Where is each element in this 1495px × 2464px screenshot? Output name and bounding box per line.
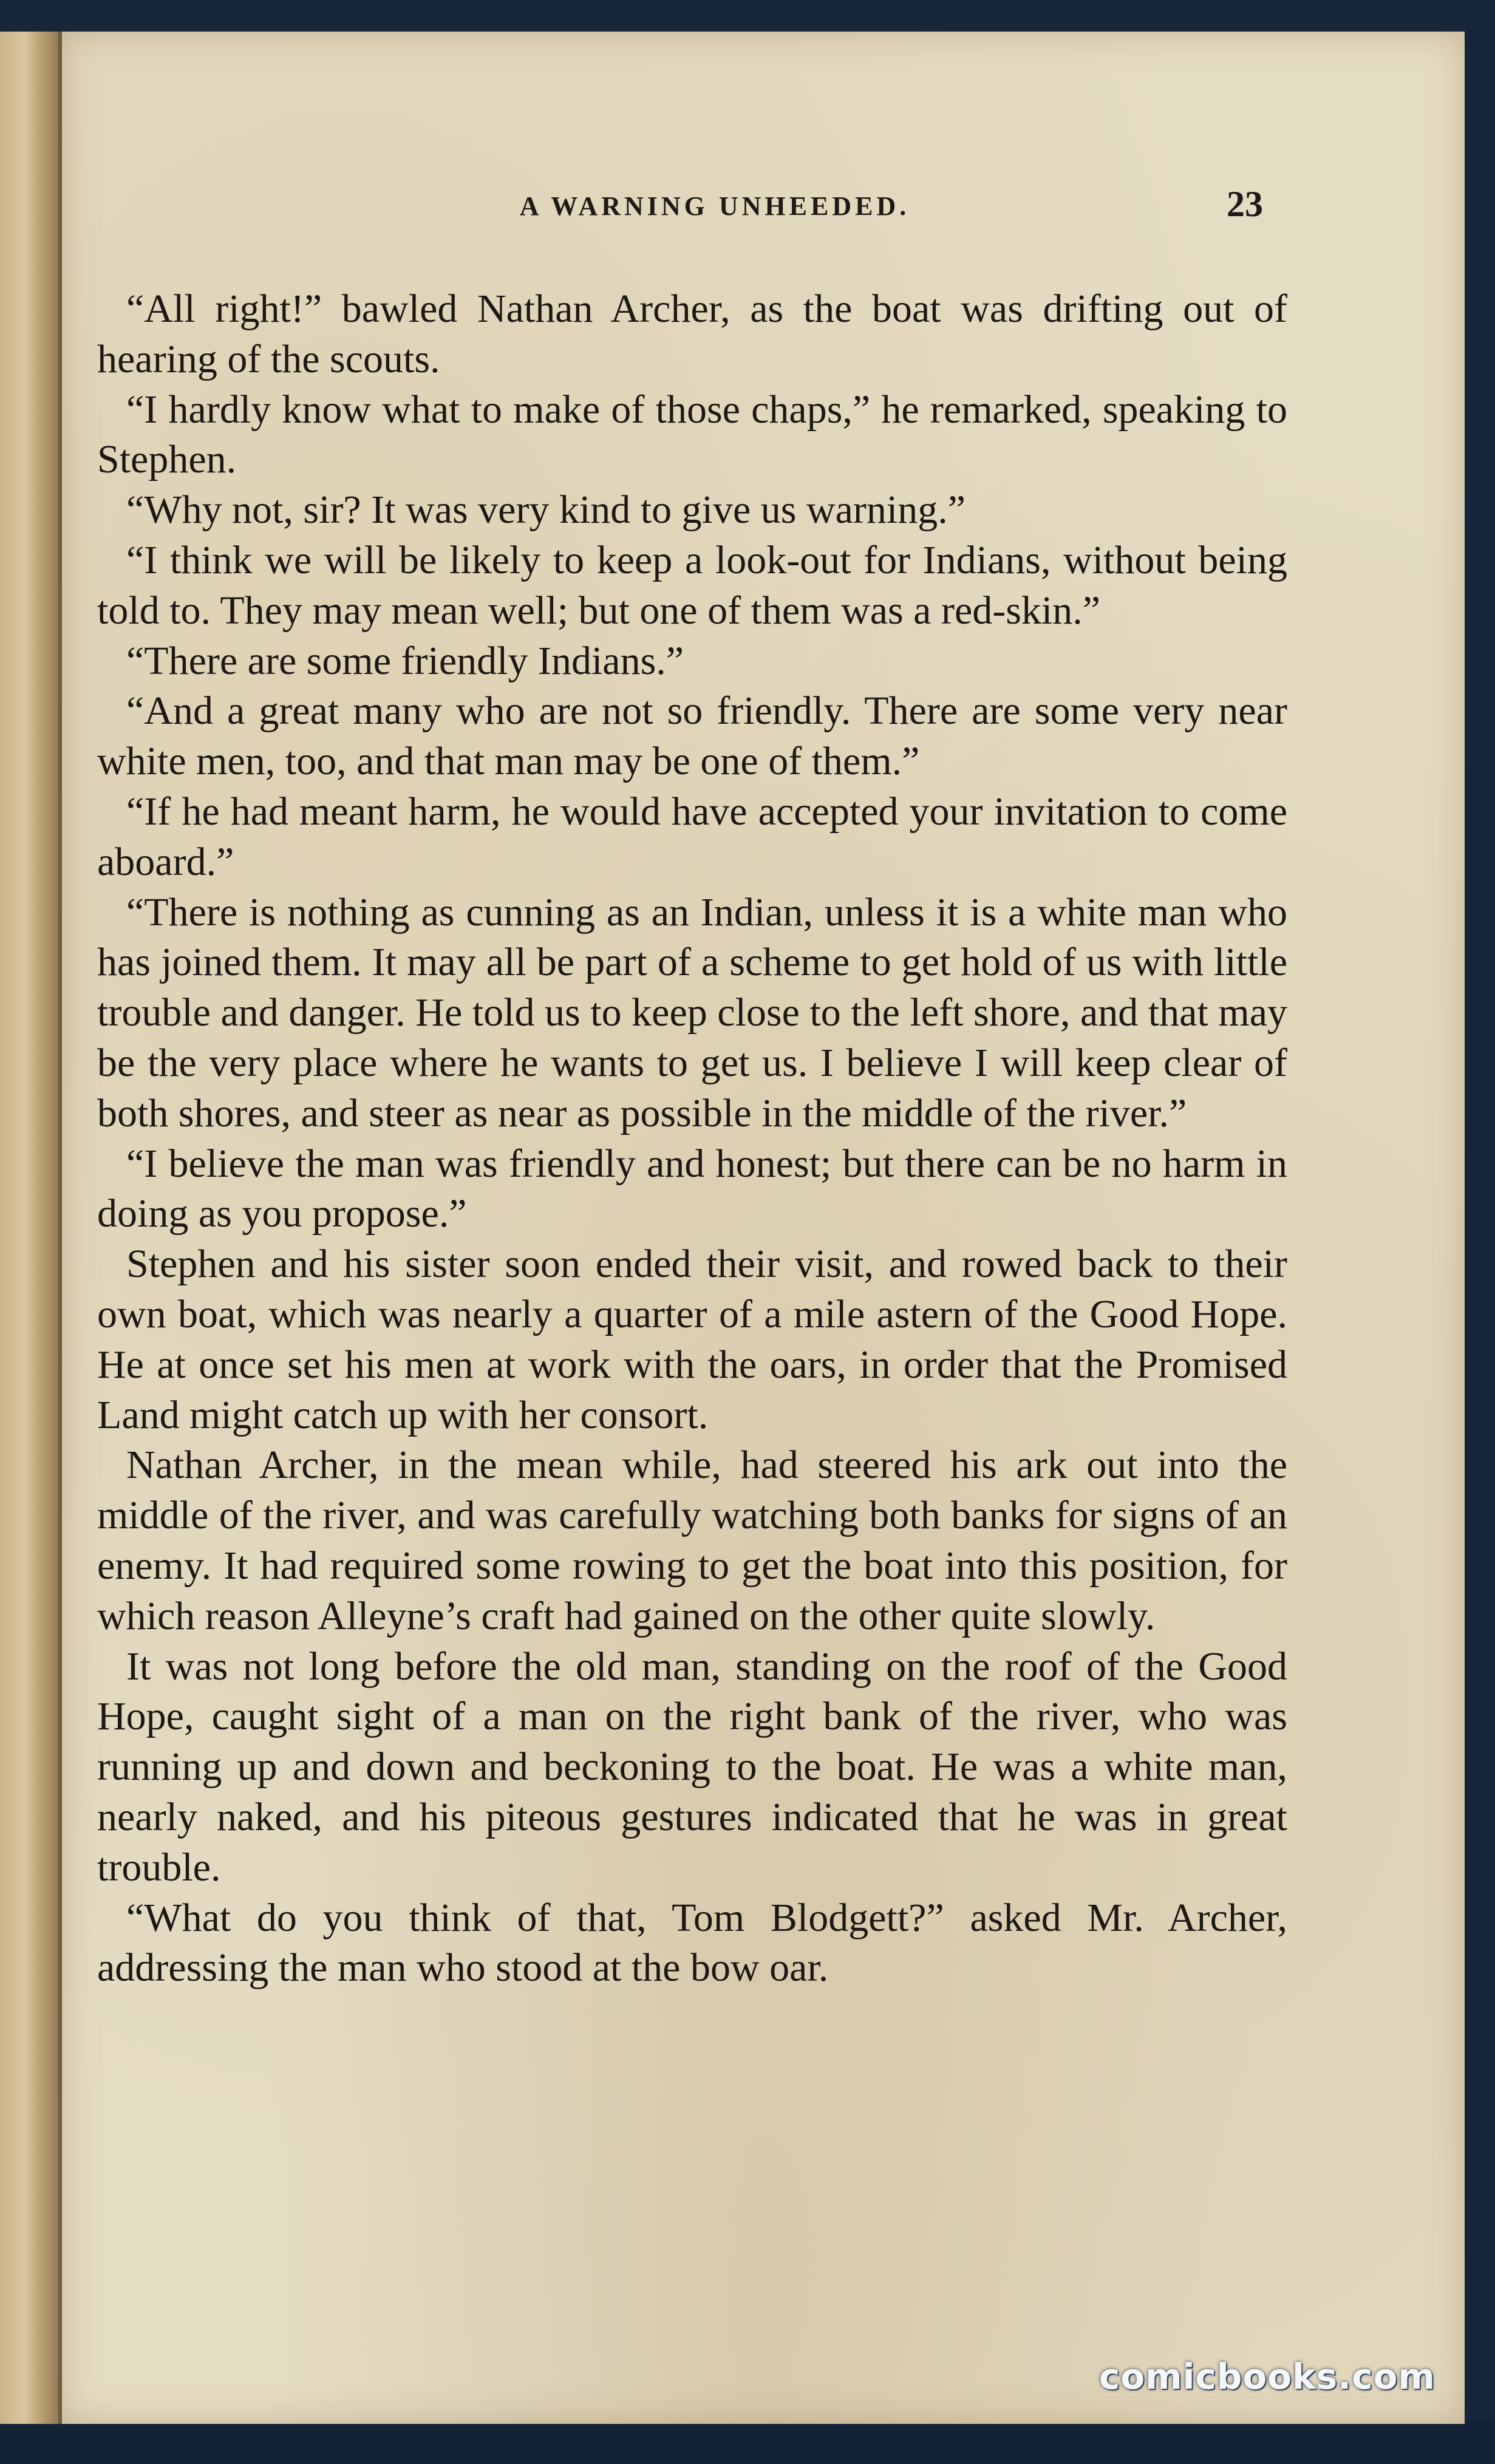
paragraph: “I hardly know what to make of those chaps,” he remarked, speaking to Stephen. xyxy=(97,387,1287,482)
paragraph: “If he had meant harm, he would have accepted your invitation to come aboard.” xyxy=(97,789,1287,884)
previous-page-edge xyxy=(0,32,61,2424)
paragraph: Stephen and his sister soon ended their visit, and rowed back to their own boat, which was nearly a quarter of a mile astern of the Good Hope. He at once set his men at work with the oars, in order that the Promised Land might catch up with her consort. xyxy=(97,1242,1287,1437)
paragraph: “All right!” bawled Nathan Archer, as the boat was drifting out of hearing of the scouts. xyxy=(97,287,1287,381)
paragraph: “There is nothing as cunning as an Indian, unless it is a white man who has joined them. It may all be part of a scheme to get hold of us with little trouble and danger. He told us to keep close to the left shore, and that may be the very place where he wants to get us. I believe I will keep clear of both shores, and steer as near as possible in the middle of the river.” xyxy=(97,890,1287,1135)
paragraph: “I think we will be likely to keep a look-out for Indians, without being told to. They may mean well; but one of them was a red-skin.” xyxy=(97,537,1287,633)
paragraph: “I believe the man was friendly and honest; but there can be no harm in doing as you propose.” xyxy=(97,1141,1287,1236)
book-page xyxy=(62,32,1465,2424)
scan-background-top xyxy=(0,0,1495,32)
scan-background-right xyxy=(1465,0,1495,2464)
page-body xyxy=(97,284,1287,1993)
paragraph: “There are some friendly Indians.” xyxy=(126,638,684,683)
running-head: A WARNING UNHEEDED. xyxy=(519,191,910,221)
watermark: comicbooks.com xyxy=(1099,2356,1435,2397)
paragraph: “Why not, sir? It was very kind to give us warning.” xyxy=(126,488,966,533)
paragraph: Nathan Archer, in the mean while, had steered his ark out into the middle of the river, and was carefully watching both banks for signs of an enemy. It had required some rowing to get the boat into this position, for which reason Alleyne’s craft had gained on the other quite slowly. xyxy=(97,1443,1287,1638)
paragraph: “And a great many who are not so friendly. There are some very near white men, too, and that man may be one of them.” xyxy=(97,689,1287,784)
scan-background-bottom xyxy=(0,2421,1495,2464)
paragraph: It was not long before the old man, standing on the roof of the Good Hope, caught sight of a man on the right bank of the river, who was running up and down and beckoning to the boat. He was a white man, nearly naked, and his piteous gestures indicated that he was in great trouble. xyxy=(97,1644,1287,1890)
paragraph: “What do you think of that, Tom Blodgett?” asked Mr. Archer, addressing the man who stood at the bow oar. xyxy=(97,1895,1287,1990)
page-number: 23 xyxy=(1227,184,1263,224)
